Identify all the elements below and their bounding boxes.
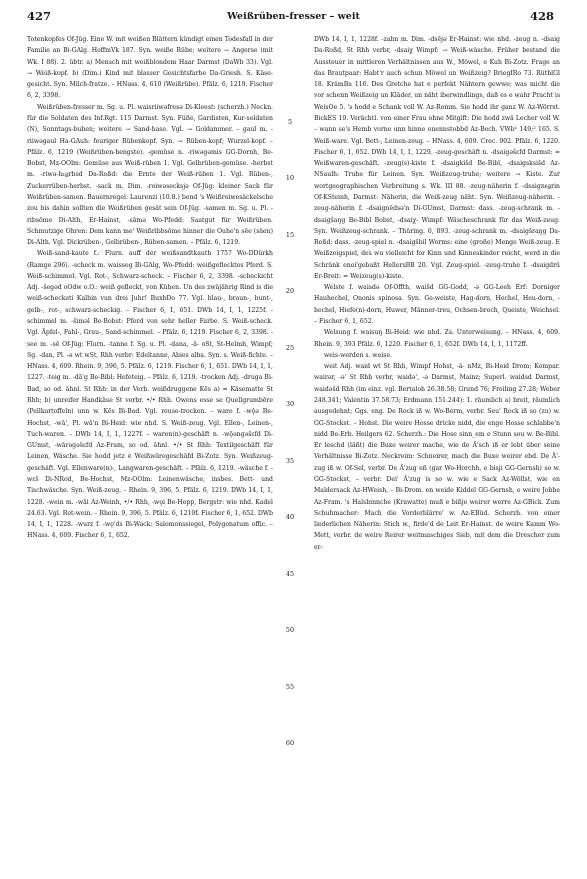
entry-text: Weißrüben-fresser m. Sg. u. Pl. waisriiwəfresə Di-Kleest: (scherzh.) Neckn. für die Soldaten des Inf.Rgt. 115 Darmst. Syn. Füße, Gardisten, Kur-soldaten (N), Sonntags-buben; weitere → Sand-hase. Vgl. → Goldammer. – gaul m. -riiwəgaul Ha-GAuh: feuriger Rübenkopf. Syn. → Rüben-kopf; Wurzel-kopf. – Pfälz. 6, 1219 (Weißrüben-hengste). -gemüse n. -riwəgəmis GG-Dornh, Be-Bobst, Mz-OOlm: Gemüse aus Weiß-rüben 1. Vgl. Gelbrüben-gemüse. -herbst m. -riwə-hε͜ərbsd Da-Roßd: die Ernte der Weiß-rüben 1. Vgl. Rüben-, Zuckerrüben-herbst. -sack m. Dim. -roiwəsecksjə Of-Jüg: kleiner Sack für Weißrüben-samen. Bauernregel: Laurenzi (10.8.) bend 's Weißroiwesäckelsche zou bis dahin sollten die Weißrüben gesät sein Of-Jüg. -samen m. Sg. u. Pl. -ribsōme Di-Alth, Er-Hainst, -sāmə Wo-Pfedd: Saatgut für Weißrüben. Schmutzige Ohren: Dem kann me' Weißribbsōme hinner die Ouhe'n sēe (säen) Di-Alth. Vgl. Dickrüben-, Gelbrüben-, Rüben-samen. – Pfälz. 6, 1219.: [27, 103, 273, 247]
line-number: 15: [285, 231, 295, 239]
line-number: 40: [285, 513, 295, 521]
entry-text: Welsung f. waisuŋ Bi-Heid: wie nhd. Zs. Unterweisung. – HNass. 4, 609. Rhein. 9, 393 Pfälz. 6, 1220. Fischer 6, 1, 652f. DWb 14, I, 1, 1172ff.: [314, 329, 560, 348]
entry-text: weis-werden s. weise.: [324, 351, 393, 359]
page-number-right: 428: [529, 9, 554, 23]
entry-text: Weiß-sand-kaute f.: Flurn. auff der weißsandtkauth 1757 Wo-DDürkh (Ramge 296). -scheck m. waisseg Bi-GAlg, Wo-Pfedd: weißgeflecktes Pferd. S. Weiß-schimmel. Vgl. Rot-, Schwarz-scheck. – Fischer 6, 2, 3398. -scheckicht Adj. -šegəd oOdw o.O.: weiß gefleckt, von Kühen. Un des zwäjährig Rind is die weiß-schecketi Kalbin vun drei Juhr! BuxbDo 77. Vgl. blau-, braun-, bunt-, gelb-, rot-, schwarz-scheckig. – Fischer 6, 1, 651. DWb 14, I, 1, 1225f. -schimmel m. -šiməl Be-Bobst: Pferd von sehr heller Farbe. S. Weiß-scheck. Vgl. Äpfel-, Fahl-, Grau-, Sand-schimmel. – Pfälz. 6, 1219. Fischer 6, 2, 3398. -see m. -sē Of-Jüg: Flurn. -tanne f. Sg. u. Pl. -dana, -ā- oSt, St-Helmh, Wimpf; Sg. -dan, Pl. -ə wt wSt, Rhh verbr: Edeltanne, Abies alba. Syn. s. Weiß-fichte. – HNass. 4, 609. Rhein. 9, 396, 5. Pfälz. 6, 1219. Fischer 6, 1, 651. DWb 14, I, 1, 1227. -teig m. -dā'g Be-Bibl: Hefeteig. – Pfälz. 6, 1219. -trocken Adj. -druga Bi-Bad, so od. ähnl. St Rhh: in der Verb. weißdruggene Kēs a) = Käsematte St Rhh; b) unreifer Handkäse St verbr. •/• Rhh. Owens esse se Quellgrumbēre (Pellkartoffeln) unn w. Kēs Bi-Bad. Vgl. reuse-trocken. – ware f. -wǭə Be-Hochst, -wā', Pl. wā'n Bi-Heid: wie nhd. S. Weiß-zeug. Vgl. Ellen-, Leinen-, Tuch-waren. – DWb 14, I, 1, 1227f. – waren(n)-geschäft n. -wǭəngəšεfd Di-GUmst, -wārəgəšεfd Az-Fram, so od. ähnl. •/• St Rhh: Textilgeschäft für Leinen, Wäsche. Sie hodd jetz e Weißwäregeschäfd Bi-Zotz. Syn. Weißzeug-geschäft. Vgl. Ellenware(n)-, Langwaren-geschäft. – Pfälz. 6, 1219. -wäsche f. -wεš Di-NRod, Be-Hochst, Mz-OOlm: Leinenwäsche, insbes. Bett- und Tischwäsche. Syn. Weiß-zeug. – Rhein. 9, 396, 5. Pfälz. 6, 1219. DWb 14, I, 1, 1228. -wein m. -wāi Az-Weinh, •/• Rhh, -wǫi Be-Hepp, Bergstr: wie nhd. Kadel 24.63. Vgl. Rot-wein. – Rhein. 9, 396, 5. Pfälz. 6, 1219f. Fischer 6, 1, 652. DWb 14, I, 1, 1228. -wurz f. -wǫ'ds Bi-Wack: Salomonssiegel, Polygonatum offic. – HNass. 4, 609. Fischer 6, 1, 652.: [27, 250, 273, 540]
entry-text: Totenkopfes Of-Jüg. Eine W. mit weißen Blättern kündigt einen Todesfall in der Familie an Bi-GAlg. HoffmVk 187. Syn. weiße Rübe; weitere → Angerse (mit Wk. I 88). 2. übtr. a) Mensch mit weißblondem Haar Darmst (DaWb 33). Vgl. → Weiß-kopf. b) (Dim.) Kind mit blasser Gesichtsfarbe Da-Griesh. S. Käse-gesicht. Syn. Milch-fratze. – HNass. 4, 610 (Weißrübe). Pfälz. 6, 1219. Fischer 6, 2, 3398.: [27, 36, 273, 100]
line-number: 60: [285, 739, 295, 747]
left-column: [27, 34, 273, 872]
entry-text: Welste f. waisdə Of-Offth, waišd GG-Godd, -ə GG-Leeh Erf: Dorniger Hauhechel, Ononis spinosa. Syn. Ge-weiste, Hag-dorn, Hechel, Heu-dorn, -hechel, Hiefe(n)-dorn, Huwer, Männer-treu, Ochsen-brech, Queiste, Weichsel. – Fischer 6, 1, 652.: [314, 284, 560, 326]
page-number-left: 427: [27, 9, 52, 23]
line-number: 25: [285, 344, 295, 352]
line-number: 30: [285, 400, 295, 408]
line-number: 20: [285, 287, 295, 295]
line-number: 35: [285, 457, 295, 465]
line-number: 5: [287, 118, 293, 126]
line-number: 55: [285, 683, 295, 691]
running-head-title: Weißrüben-fresser – weit: [227, 11, 360, 22]
line-number: 10: [285, 174, 295, 182]
line-number: 50: [285, 626, 295, 634]
line-number: 45: [285, 570, 295, 578]
entry-text: DWb 14, I, 1, 1228f. -zahn m. Dim. -dsējə Er-Hainst: wie nhd. -zeug n. -dsaig Da-Roßd, St Rhh verbr, -dsaiχ Wimpf: → Weiß-wäsche. Früher bestand die Aussteuer in mittleren Verhältnissen aus W., Möwel, e Kuh Bi-Zotz. Frage an das Brautpaar: Habt'r auch schun Möwel un Weißzeig? BriegIRo 73. RüthlGl 18. KrämBa 116. Des Gretche hat e perfekt Nähtern gewwe; was micht die vor schenn Weißzeig un Kläder, un näht iberwindlings, daß es e wahr Pracht is WeisOe 5. 's hodd e Schank voll W. Az-Romm. Sie hodd ihr ganz W. Az-Wörrst. BickES 19. Verächtl. von einer Frau ohne Mitgift: Die hodd zwä Lecher voll W. – wann se's Hemb vorne unn hinne enennstobbd Az-Bech. VWb¹ 149;² 165. S. Weiß-ware. Vgl. Bett-, Leinen-zeug. – HNass. 4, 609. Crec. 902. Pfälz. 6, 1220. Fischer 6, 1, 652. DWb 14, I, 1, 1229. -zeug-geschäft n. -dsaigəšεfd Darmst: = Weißwaren-geschäft. -zeug(s)-kiste f. -dsaigkišd Be-Bibl, -dsaigsksišd Az-NSaulh: Truhe für Leinen. Syn. Weißzeug-truhe; weitere → Kiste. Zur wortgeographischen Verbreitung s. Wk. III 88. -zeug-näherin f. -dsaignē͜ərin Of-KSteinh, Darmst: Näherin, die Weiß-zeug näht. Syn. Weißzeug-näherin. -zeug-näherin f. -dsaignēdsə'n Di-GUmst, Darmst: dass. -zeug-schrank m. -dsaigšaŋg Be-Bibl Bobst, -dsaiχ- Wimpf: Wäscheschrank für das Weiß-zeug. Syn. Weißzeug-schrank. – Thüring. 6, 893. -zeug-schrank m. -dsaigšraŋg Da-Roßd: dass. -zeug-spiel n. -dsaigšbil Worms: eine (große) Menge Weiß-zeug. E Weißzeigspiel, des wu vielleicht for Kinn und Kinneskinder reicht, werd in die Schränk enei'gebaßt HellersBB 20. Vgl. Zeug-spiel. -zeug-truhe f. -dsaigdrū Er-Breit: = Weizeug(s)-kiste.: [314, 36, 560, 280]
entry-text: weit Adj. waid wt St Rhh, Wimpf Hohst, -ä- nMz, Bi-Heid Drom; Kompar. wairər, -ə' St Rhh verbr, waidə', -ə Darmst, Mainz; Superl. waidsd Darmst, waidəšd Rhh (im einz. vgl. Bertaloh 26.38.58; Grund 76; Freiling 27.28; Weber 248.341; Valentin 37.58.73; Erdmann 151.244): 1. räumlich a) breit, räumlich ausgedehnt; Ggs. eng. De Rock iß w. Wo-Berm, verbr. Seu' Rock iß so (zu) w. GG-Stockst. – Hohst. Die weire Hosse dricke nidd, die enge Hosse schlabbe'n nidd Be-Erb. Heilgers 62. Scherzh.: Die Hose sinn_em e Stunn sou w. Be-Bibl. Er leschd (läßt) die Buxe weirer mache, wie de Ä'sch iß er lebt über seine Verhältnisse Bi-Zotz. Neckreim: Schneirer, mach die Buxe weirer ebd. De Ä'- zug iß w. Of-Sel, verbr. De Ä'zug eß (gar Wo-Horchh, e bisji GG-Gernsh) so w. GG-Stockst, – verbr. Dei' Ä'zug is so w. wie e Sack Az-Wöllst, wie en Maldersack Az-HWeish, – Bi-Drom. en weide Kiddel GG-Gernsh, e weire Jobbe Az-Fram. 's Halsbinnche (Krawatte) muß e bißje weirer werre Az-GBick. Zum Schuhmacher: Mach die Vorderblärre' w. Az-EBüd. Scherzh. von einer liederlichen Näherin: Stich w., firde'd de Leit Er-Hainst. de weire Kamm Wo-Mett, verbr. de weire Reirer weitmaschiges Sieb, mit dem die Drescher zum er-: [314, 363, 560, 551]
right-column: [314, 34, 560, 872]
